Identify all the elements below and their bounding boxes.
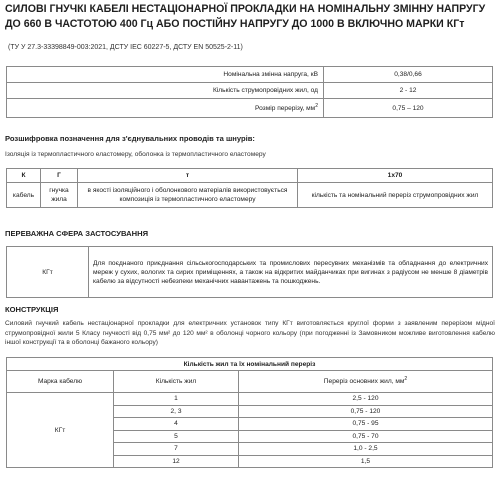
page-title: СИЛОВІ ГНУЧКІ КАБЕЛІ НЕСТАЦІОНАРНОЇ ПРОКЛАДКИ НА НОМІНАЛЬНУ ЗМІННУ НАПРУГУ ДО 660 В ЧАСТОТОЮ 400 Гц АБО ПОСТІЙНУ НАПРУГУ ДО 1000 В ВКЛЮЧНО МАРКИ КГт bbox=[5, 3, 486, 30]
column-header: 1х70 bbox=[298, 169, 493, 183]
designation-table bbox=[6, 168, 493, 208]
column-header: Переріз основних жил, мм bbox=[323, 378, 405, 385]
param-label: Кількість струмопровідних жил, од bbox=[7, 83, 324, 99]
core-section: 1,5 bbox=[239, 455, 493, 468]
param-label: Розмір перерізу, мм bbox=[254, 104, 316, 112]
parameters-table bbox=[6, 66, 493, 118]
table-row bbox=[7, 247, 493, 298]
construction-text: Силовий гнучкий кабель нестаціонарної прокладки для електричних установок типу КГт виготовляється круглої форми з заявленим перерізом мідної струмопровідної жили 5 Класу гнучкості від 0,75 мм² до 120 мм² в оболонці чорного кольору (при погодженні із Замовником можливе виготовлення кабелю іншої конструкції та в оболонці бажаного кольору) bbox=[5, 320, 495, 347]
designation-note: Ізоляція із термопластичного еластомеру, оболонка із термопластичного еластомеру bbox=[5, 151, 266, 158]
cable-mark: КГт bbox=[7, 247, 89, 298]
table-caption: Кількість жил та їх номінальний переріз bbox=[7, 358, 493, 371]
core-section: 1,0 - 2,5 bbox=[239, 443, 493, 456]
table-header-row bbox=[7, 371, 493, 393]
table-row bbox=[7, 393, 493, 406]
table-row bbox=[7, 99, 493, 118]
table-caption-row bbox=[7, 358, 493, 371]
column-header: Кількість жил bbox=[114, 371, 239, 393]
core-count: 5 bbox=[114, 430, 239, 443]
cores-table bbox=[6, 357, 493, 468]
designation-heading: Розшифровка позначення для з'єднувальних проводів та шнурів: bbox=[5, 134, 255, 143]
unit-superscript: 2 bbox=[404, 375, 408, 382]
param-label-cell bbox=[7, 99, 324, 118]
unit-superscript: 2 bbox=[315, 102, 318, 109]
core-section: 0,75 - 70 bbox=[239, 430, 493, 443]
core-count: 4 bbox=[114, 418, 239, 431]
table-row bbox=[7, 183, 493, 208]
table-header-row bbox=[7, 169, 493, 183]
table-cell: кабель bbox=[7, 183, 41, 208]
core-section: 0,75 - 120 bbox=[239, 405, 493, 418]
column-header: Марка кабелю bbox=[7, 371, 114, 393]
cable-mark: КГт bbox=[7, 393, 114, 468]
core-count: 2, 3 bbox=[114, 405, 239, 418]
application-table bbox=[6, 246, 493, 298]
application-heading: ПЕРЕВАЖНА СФЕРА ЗАСТОСУВАННЯ bbox=[5, 229, 149, 238]
column-header-cell bbox=[239, 371, 493, 393]
table-cell: кількість та номінальний переріз струмопровідних жил bbox=[298, 183, 493, 208]
param-value: 0,75 – 120 bbox=[324, 99, 493, 118]
core-count: 7 bbox=[114, 443, 239, 456]
param-value: 0,38/0,66 bbox=[324, 67, 493, 83]
column-header: т bbox=[78, 169, 298, 183]
column-header: Г bbox=[41, 169, 78, 183]
core-section: 0,75 - 95 bbox=[239, 418, 493, 431]
table-row bbox=[7, 67, 493, 83]
spec-reference: (ТУ У 27.3-33398849-003:2021, ДСТУ IEC 60227-5, ДСТУ EN 50525-2-11) bbox=[8, 44, 243, 51]
table-cell: гнучка жила bbox=[41, 183, 78, 208]
param-label: Номінальна змінна напруга, кВ bbox=[7, 67, 324, 83]
core-count: 12 bbox=[114, 455, 239, 468]
param-value: 2 - 12 bbox=[324, 83, 493, 99]
construction-heading: КОНСТРУКЦІЯ bbox=[5, 305, 59, 314]
table-cell: в якості ізоляційного і оболонкового матеріалів використовується композиція із термопластичного еластомеру bbox=[78, 183, 298, 208]
core-count: 1 bbox=[114, 393, 239, 406]
application-description: Для поєднаного приєднання сільськогосподарських та промислових пересувних механізмів та обладнання до електричних мереж у сухих, вологих та сирих приміщеннях, а також на відкритих майданчиках при вигинах з радіусом не менше 8 діаметрів кабелю за відсутності небезпеки механічних навантажень та пошкоджень. bbox=[89, 247, 493, 298]
core-section: 2,5 - 120 bbox=[239, 393, 493, 406]
table-row bbox=[7, 83, 493, 99]
column-header: К bbox=[7, 169, 41, 183]
